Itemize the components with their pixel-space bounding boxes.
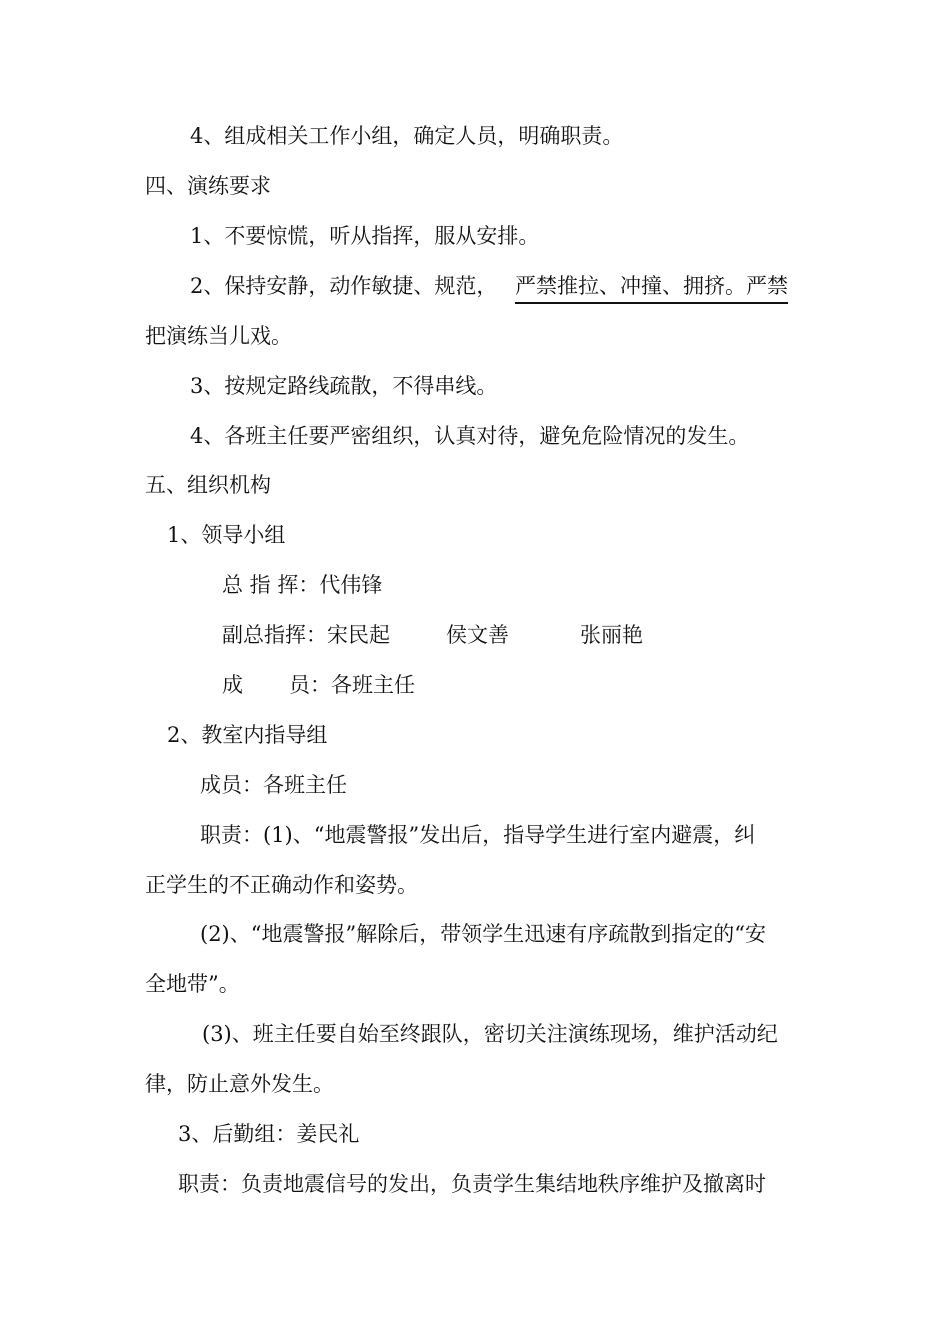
members-line: 员：各班主任 bbox=[289, 673, 415, 697]
requirement-1: 1、不要惊慌，听从指挥，服从安排。 bbox=[190, 224, 540, 248]
group-3-duty: 职责：负责地震信号的发出，负责学生集结地秩序维护及撤离时 bbox=[178, 1172, 766, 1196]
requirement-2-part1: 2、保持安静，动作敏捷、规范， bbox=[190, 274, 498, 298]
section-4-title: 四、演练要求 bbox=[145, 174, 271, 198]
requirement-2-continued: 把演练当儿戏。 bbox=[145, 324, 292, 348]
group-1-title: 1、领导小组 bbox=[167, 523, 286, 547]
commander-line: 总 指 挥：代伟锋 bbox=[222, 573, 383, 597]
duty-2: (2)、“地震警报”解除后，带领学生迅速有序疏散到指定的“安 bbox=[200, 922, 766, 946]
deputy-name-3: 张丽艳 bbox=[580, 623, 643, 647]
group-2-members: 成员：各班主任 bbox=[200, 773, 347, 797]
duty-3-continued: 律，防止意外发生。 bbox=[145, 1072, 334, 1096]
deputy-name-2: 侯文善 bbox=[446, 623, 509, 647]
members-label-char: 成 bbox=[222, 673, 243, 697]
duty-1-continued: 正学生的不正确动作和姿势。 bbox=[145, 873, 418, 897]
duty-2-continued: 全地带”。 bbox=[145, 972, 240, 996]
requirement-2-underlined: 严禁推拉、冲撞、拥挤。严禁 bbox=[515, 271, 788, 304]
prep-item-4: 4、组成相关工作小组，确定人员，明确职责。 bbox=[190, 124, 624, 148]
group-2-title: 2、教室内指导组 bbox=[167, 723, 328, 747]
section-5-title: 五、组织机构 bbox=[145, 473, 271, 497]
deputy-commander-line: 副总指挥：宋民起 bbox=[222, 623, 390, 647]
group-3-title: 3、后勤组：姜民礼 bbox=[178, 1122, 360, 1146]
duty-3: (3)、班主任要自始至终跟队，密切关注演练现场，维护活动纪 bbox=[202, 1022, 778, 1046]
requirement-4: 4、各班主任要严密组织，认真对待，避免危险情况的发生。 bbox=[190, 424, 750, 448]
requirement-3: 3、按规定路线疏散，不得串线。 bbox=[190, 374, 498, 398]
duty-1: 职责：(1)、“地震警报”发出后，指导学生进行室内避震，纠 bbox=[200, 823, 756, 847]
